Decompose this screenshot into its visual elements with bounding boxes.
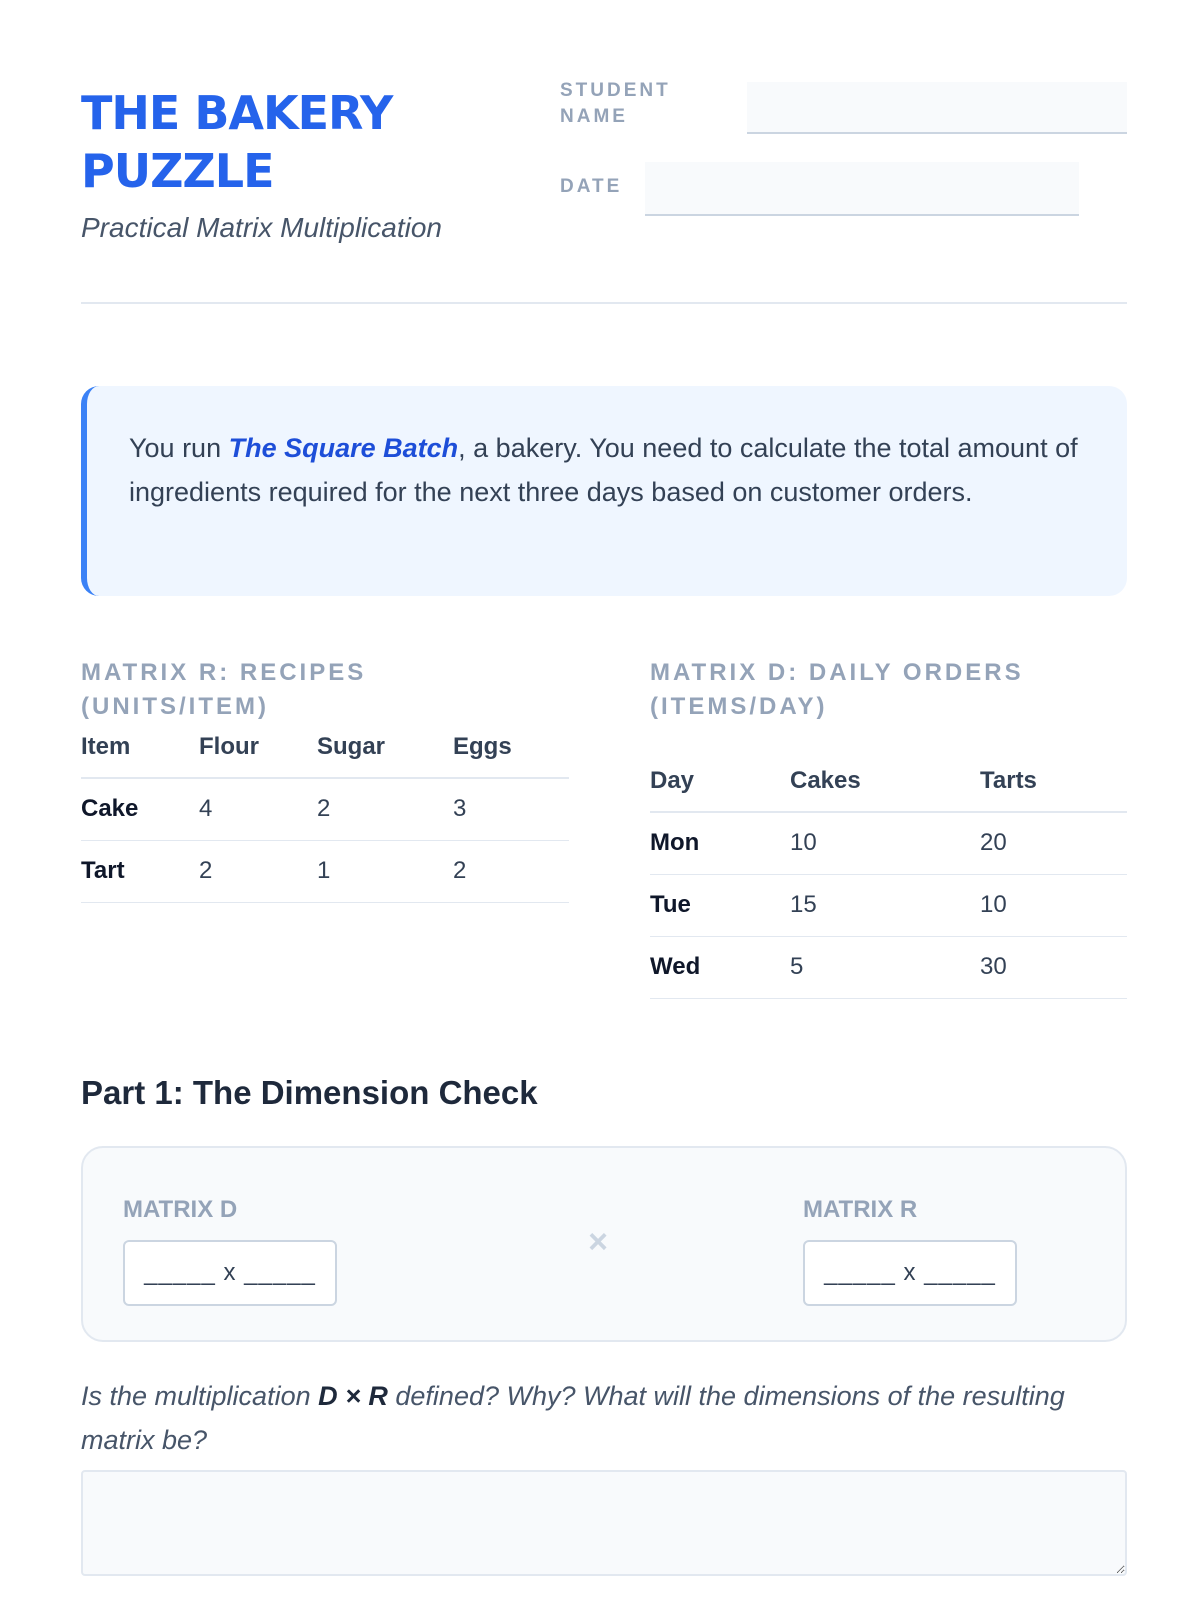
table-cell: 10 [980, 874, 1127, 936]
row-header: Mon [650, 812, 790, 874]
table-row [650, 936, 1127, 998]
matrix-r-title: MATRIX R: RECIPES (UNITS/ITEM) [81, 659, 367, 720]
matrix-d-title: MATRIX D: DAILY ORDERS (ITEMS/DAY) [650, 659, 1024, 720]
question-text-before: Is the multiplication [81, 1381, 319, 1411]
matrix-d-table [650, 750, 1127, 999]
table-cell: 20 [980, 812, 1127, 874]
table-row [650, 874, 1127, 936]
matrix-r-dim-label: MATRIX R [803, 1196, 918, 1223]
question-expression: D × R [318, 1381, 388, 1411]
row-header: Cake [81, 778, 199, 840]
table-row [650, 812, 1127, 874]
worksheet-subtitle: Practical Matrix Multiplication [81, 212, 442, 243]
row-header: Wed [650, 936, 790, 998]
table-cell: 2 [317, 778, 453, 840]
part1-answer-input[interactable] [81, 1470, 1127, 1576]
table-cell: 30 [980, 936, 1127, 998]
table-header-row [650, 750, 1127, 812]
intro-text-after: , a bakery. You need to calculate the total amount of ingredients required for the next three days based on customer orders. [129, 433, 1078, 507]
intro-callout [81, 386, 1127, 596]
matrix-r-table [81, 716, 569, 903]
column-header: Eggs [453, 716, 569, 778]
date-input[interactable] [645, 162, 1079, 216]
intro-text-before: You run [129, 433, 229, 463]
matrix-d-dim-label: MATRIX D [123, 1196, 238, 1223]
table-cell: 5 [790, 936, 980, 998]
student-name-label: STUDENT NAME [560, 80, 671, 127]
question-text-after: defined? Why? What will the dimensions of the resulting matrix be? [81, 1381, 1065, 1455]
table-cell: 2 [199, 840, 317, 902]
column-header: Item [81, 716, 199, 778]
table-row [81, 778, 569, 840]
date-label: DATE [560, 176, 623, 197]
table-cell: 2 [453, 840, 569, 902]
column-header: Flour [199, 716, 317, 778]
row-header: Tue [650, 874, 790, 936]
student-name-input[interactable] [747, 82, 1127, 134]
part1-heading: Part 1: The Dimension Check [81, 1074, 538, 1111]
column-header: Cakes [790, 750, 980, 812]
table-cell: 10 [790, 812, 980, 874]
column-header: Sugar [317, 716, 453, 778]
worksheet-title: THE BAKERY PUZZLE [81, 86, 393, 198]
matrix-r-dimension-input[interactable]: _____ x _____ [803, 1240, 1017, 1306]
table-cell: 15 [790, 874, 980, 936]
row-header: Tart [81, 840, 199, 902]
table-cell: 1 [317, 840, 453, 902]
bakery-name: The Square Batch [228, 433, 459, 463]
multiply-icon: × [588, 1223, 608, 1261]
table-row [81, 840, 569, 902]
table-cell: 4 [199, 778, 317, 840]
column-header: Tarts [980, 750, 1127, 812]
table-cell: 3 [453, 778, 569, 840]
header-divider [81, 302, 1127, 304]
column-header: Day [650, 750, 790, 812]
table-header-row [81, 716, 569, 778]
matrix-d-dimension-input[interactable]: _____ x _____ [123, 1240, 337, 1306]
part1-question [81, 1374, 1131, 1462]
